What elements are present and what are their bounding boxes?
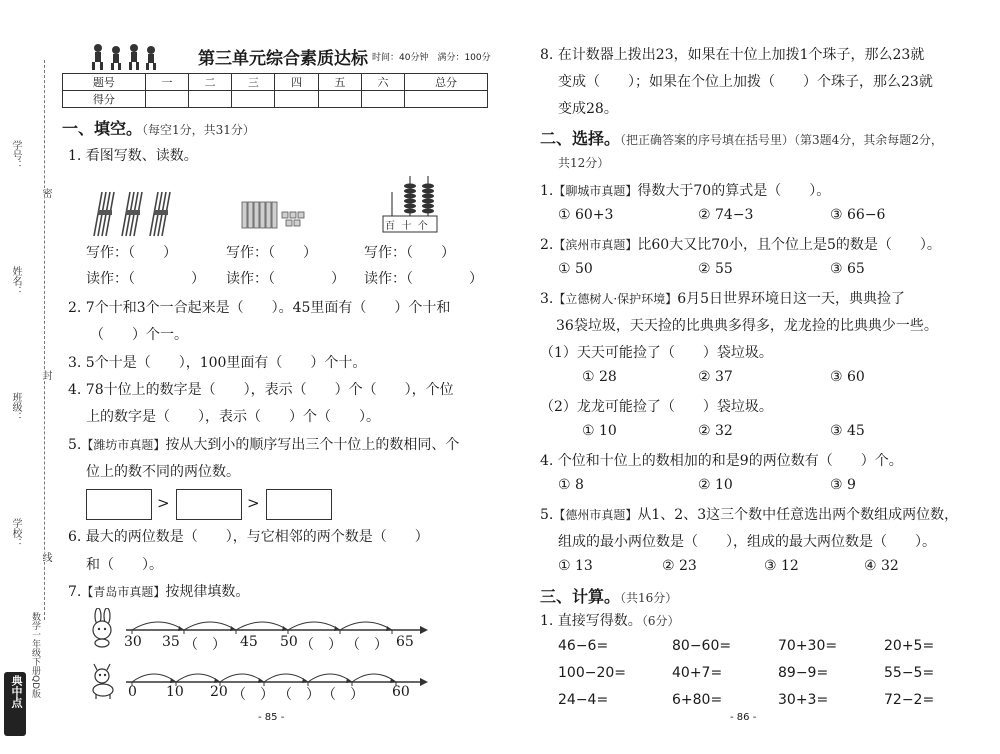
q5-line-1 (68, 434, 459, 454)
c3-text: 6月5日世界环境日这一天，典典捡了 (677, 291, 906, 307)
calc-item[interactable]: 6+80= (672, 692, 723, 708)
score-input-cell[interactable] (405, 91, 488, 108)
c1-option-3[interactable]: ③ 66−6 (830, 207, 886, 223)
c5-option-2[interactable]: ② 23 (662, 558, 697, 574)
c1-source-tag: 【聊城市真题】 (553, 184, 638, 198)
calc-item[interactable]: 70+30= (778, 638, 838, 654)
c5-source-tag: 【德州市真题】 (553, 508, 638, 522)
c3-question (540, 288, 905, 308)
brand-logo: 典中点 (4, 672, 26, 736)
c1-question (540, 180, 830, 200)
exam-meta: 时间：40分钟 满分：100分 (372, 53, 491, 63)
table-cell: 六 (361, 74, 404, 91)
cut-mark-2: 封 (40, 370, 51, 380)
c2-option-3[interactable]: ③ 65 (830, 261, 865, 277)
table-cell: 得分 (63, 91, 146, 108)
q8-line-2: 变成（ ）；如果在个位上加拨（ ）个珠子，那么23就 (558, 74, 933, 90)
section-3-title: 三、计算。 (540, 587, 621, 606)
section-2-note-2: 共12分） (558, 156, 610, 170)
score-table-score-row (63, 91, 488, 108)
section-1-note: （每空1分，共31分） (142, 123, 255, 137)
calc-item[interactable]: 30+3= (778, 692, 829, 708)
section-3-heading (540, 584, 677, 607)
calc-item[interactable]: 24−4= (558, 692, 609, 708)
q1-read-2[interactable]: 读作：（ ） (226, 271, 345, 287)
c4-option-1[interactable]: ① 8 (558, 477, 584, 493)
side-label-student-id: 学号： (10, 140, 21, 170)
table-cell: 题号 (63, 74, 146, 91)
c3-sub2-option-1[interactable]: ① 10 (582, 423, 617, 439)
number-line-a-blank[interactable]: （ ） (346, 637, 388, 653)
number-line-a-blank[interactable]: （ ） (184, 637, 226, 653)
c1-option-2[interactable]: ② 74−3 (698, 207, 754, 223)
calc-item[interactable]: 72−2= (884, 692, 935, 708)
q7-source-tag: 【青岛市真题】 (81, 585, 166, 599)
table-cell: 四 (275, 74, 318, 91)
c3-number: 3. (540, 291, 554, 307)
c2-option-1[interactable]: ① 50 (558, 261, 593, 277)
number-line-b-label: 10 (166, 684, 184, 700)
calc-item[interactable]: 46−6= (558, 638, 609, 654)
c4-option-3[interactable]: ③ 9 (830, 477, 856, 493)
page-number-right: - 86 - (730, 712, 757, 723)
score-input-cell[interactable] (318, 91, 361, 108)
number-line-b-label: 60 (392, 684, 410, 700)
section-1-title: 一、填空。 (62, 119, 143, 138)
q5-answer-box-1[interactable] (86, 489, 152, 520)
q2-line-1: 2. 7个十和3个一合起来是（ ）。45里面有（ ）个十和 (68, 300, 451, 316)
c3-sub1-option-3[interactable]: ③ 60 (830, 369, 865, 385)
score-input-cell[interactable] (232, 91, 275, 108)
calc-item[interactable]: 89−9= (778, 665, 829, 681)
c3-sub-2: （2）龙龙可能捡了（ ）袋垃圾。 (540, 399, 773, 415)
k1-text: 1. 直接写得数。 (540, 613, 642, 629)
c5-option-3[interactable]: ③ 12 (764, 558, 799, 574)
calc-item[interactable]: 80−60= (672, 638, 732, 654)
section-3-note: （共16分） (620, 591, 678, 605)
c4-question: 4. 个位和十位上的数相加的和是9的两位数有（ ）个。 (540, 453, 903, 469)
q2-line-2: （ ）个一。 (90, 327, 188, 343)
section-2-title: 二、选择。 (540, 129, 621, 148)
c5-option-4[interactable]: ④ 32 (864, 558, 899, 574)
number-line-a-blank[interactable]: （ ） (300, 637, 342, 653)
c2-source-tag: 【滨州市真题】 (553, 238, 638, 252)
c3-sub2-option-2[interactable]: ② 32 (698, 423, 733, 439)
c1-text: 得数大于70的算式是（ ）。 (637, 183, 831, 199)
q5-answer-box-2[interactable] (176, 489, 242, 520)
q1-text: 1. 看图写数、读数。 (68, 148, 198, 164)
c1-number: 1. (540, 183, 554, 199)
q5-text: 按从大到小的顺序写出三个十位上的数相同、个 (165, 437, 460, 453)
c5-number: 5. (540, 507, 554, 523)
page-number-left: - 85 - (258, 712, 285, 723)
greater-than-sign: > (247, 494, 260, 512)
number-line-a-label: 65 (396, 634, 414, 650)
q8-line-3: 变成28。 (558, 101, 618, 117)
q8-line-1: 8. 在计数器上拨出23，如果在十位上加拨1个珠子，那么23就 (540, 47, 925, 63)
q3-line-1: 3. 5个十是（ ），100里面有（ ）个十。 (68, 355, 367, 371)
q5-line-2: 位上的数不同的两位数。 (86, 464, 240, 480)
table-cell: 五 (318, 74, 361, 91)
c2-number: 2. (540, 237, 554, 253)
c2-option-2[interactable]: ② 55 (698, 261, 733, 277)
side-label-name: 姓名： (10, 266, 21, 296)
side-label-class: 班级： (10, 392, 21, 422)
q5-number: 5. (68, 437, 82, 453)
q5-answer-box-3[interactable] (266, 489, 332, 520)
number-line-b-label: 0 (128, 684, 137, 700)
q6-line-1: 6. 最大的两位数是（ ），与它相邻的两个数是（ ） (68, 529, 429, 545)
number-line-a-label: 30 (124, 634, 142, 650)
side-label-school: 学校： (10, 518, 21, 548)
c4-option-2[interactable]: ② 10 (698, 477, 733, 493)
calc-item[interactable]: 40+7= (672, 665, 723, 681)
book-label: 数学一年级下册QD版 (30, 612, 40, 699)
q1-read-1[interactable]: 读作：（ ） (86, 271, 205, 287)
score-input-cell[interactable] (361, 91, 404, 108)
score-input-cell[interactable] (189, 91, 232, 108)
place-label-hundreds: 百 (385, 221, 395, 232)
q7-number: 7. (68, 584, 82, 600)
section-1-heading (62, 116, 255, 139)
q7-text: 按规律填数。 (165, 584, 250, 600)
q4-line-1: 4. 78十位上的数字是（ ），表示（ ）个（ ），个位 (68, 382, 454, 398)
rabbit-icon (86, 608, 120, 648)
score-input-cell[interactable] (275, 91, 318, 108)
c5-text: 从1、2、3这三个数中任意选出两个数组成两位数， (637, 507, 959, 523)
abacus-labels (385, 217, 428, 232)
c3-sub-1: （1）天天可能捡了（ ）袋垃圾。 (540, 345, 773, 361)
q6-line-2: 和（ ）。 (86, 557, 163, 573)
section-2-heading (540, 126, 943, 149)
calc-item[interactable]: 55−5= (884, 665, 935, 681)
calc-item[interactable]: 20+5= (884, 638, 935, 654)
number-line-b-label: 20 (210, 684, 228, 700)
cube-blocks-icon (240, 200, 310, 230)
calc-item[interactable]: 100−20= (558, 665, 626, 681)
q7-line-1 (68, 581, 249, 601)
table-cell: 二 (189, 74, 232, 91)
table-cell: 总分 (405, 74, 488, 91)
q1-read-3[interactable]: 读作：（ ） (364, 271, 483, 287)
greater-than-sign: > (157, 494, 170, 512)
c5-line-2: 组成的最小两位数是（ ），组成的最大两位数是（ ）。 (558, 534, 936, 550)
section-2-note: （把正确答案的序号填在括号里）（第3题4分，其余每题2分， (620, 133, 943, 147)
q1-write-1[interactable]: 写作：（ ） (86, 245, 177, 261)
table-cell: 三 (232, 74, 275, 91)
deer-icon (86, 660, 120, 700)
c3-sub1-option-2[interactable]: ② 37 (698, 369, 733, 385)
cut-mark-3: 线 (40, 552, 51, 562)
q1-write-2[interactable]: 写作：（ ） (226, 245, 317, 261)
c3-source-tag: 【立德树人·保护环境】 (553, 292, 678, 306)
q4-line-2: 上的数字是（ ），表示（ ）个（ ）。 (86, 409, 380, 425)
table-cell: 一 (145, 74, 188, 91)
number-line-a-label: 50 (280, 634, 298, 650)
score-table (62, 73, 488, 108)
c3-sub2-option-3[interactable]: ③ 45 (830, 423, 865, 439)
cut-line (44, 60, 45, 620)
number-line-b-blank[interactable]: （ ） (278, 687, 320, 703)
number-line-a-label: 35 (162, 634, 180, 650)
c3-sub1-option-1[interactable]: ① 28 (582, 369, 617, 385)
cut-mark-1: 密 (40, 188, 51, 198)
page-title: 第三单元综合素质达标 (198, 49, 368, 69)
number-line-b-blank[interactable]: （ ） (232, 687, 274, 703)
kids-illustration-icon (88, 42, 160, 72)
c5-question (540, 504, 958, 524)
c5-option-1[interactable]: ① 13 (558, 558, 593, 574)
c2-question (540, 234, 941, 254)
place-label-ones: 个 (417, 221, 428, 232)
q1-write-3[interactable]: 写作：（ ） (364, 245, 455, 261)
stick-bundles-icon (88, 188, 178, 238)
number-line-a-label: 45 (240, 634, 258, 650)
score-input-cell[interactable] (145, 91, 188, 108)
k1-note: （6分） (641, 614, 680, 628)
q5-source-tag: 【潍坊市真题】 (81, 438, 166, 452)
c2-text: 比60大又比70小，且个位上是5的数是（ ）。 (637, 237, 941, 253)
c3-line-2: 36袋垃圾，天天捡的比典典多得多，龙龙捡的比典典少一些。 (556, 318, 938, 334)
number-line-b-blank[interactable]: （ ） (322, 687, 364, 703)
place-label-tens: 十 (401, 221, 412, 232)
c1-option-1[interactable]: ① 60+3 (558, 207, 614, 223)
k1-question (540, 610, 679, 630)
score-table-header-row (63, 74, 488, 91)
